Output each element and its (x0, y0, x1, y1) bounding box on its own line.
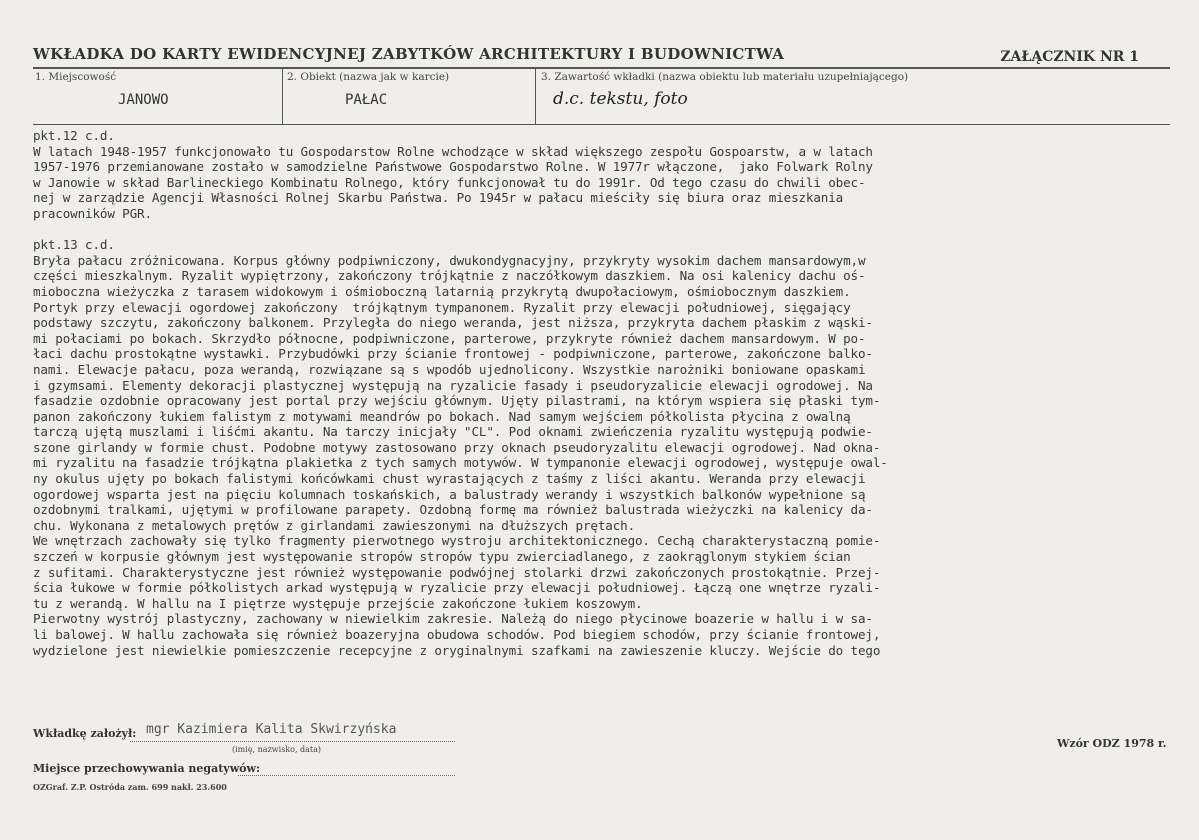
compiled-by-label: Wkładkę założył: (33, 727, 137, 740)
text-line (33, 222, 1193, 238)
text-line: szczeń w korpusie głównym jest występowanie stropów stropów typu zwierciadlanego, z zaokrąglonym stykiem ścian (33, 549, 851, 565)
text-line: We wnętrzach zachowały się tylko fragmenty pierwotnego wystroju architektonicznego. Cechą charakterystaczną pomie- (33, 533, 881, 549)
annex-number: ZAŁĄCZNIK NR 1 (1000, 49, 1139, 65)
text-line: podstawy szczytu, zakończony balkonem. Przyległa do niego weranda, jest niższa, przykryta dachem płaskim z wąski- (33, 315, 873, 331)
form-title: WKŁADKA DO KARTY EWIDENCYJNEJ ZABYTKÓW ARCHITEKTURY I BUDOWNICTWA (33, 45, 785, 63)
text-line: W latach 1948-1957 funkcjonowało tu Gospodarstow Rolne wchodzące w skład większego zespołu Gospoarstw, a w latach (33, 143, 873, 159)
locality-value: JANOWO (118, 92, 169, 108)
text-line: nej w zarządzie Agencji Własności Rolnej Skarbu Państwa. Po 1945r w pałacu mieściły się biura oraz mieszkania (33, 190, 844, 206)
text-line: pracowników PGR. (33, 205, 152, 221)
text-line: pkt.13 c.d. (33, 237, 115, 253)
object-label: 2. Obiekt (nazwa jak w karcie) (287, 71, 450, 83)
description-text (33, 128, 1193, 658)
text-line: i gzymsami. Elementy dekoracji plastycznej występują na ryzalicie fasady i pseudoryzalicie elewacji ogrodowej. Na (33, 377, 873, 393)
printer-imprint: OZGraf. Z.P. Ostróda zam. 699 nakł. 23.600 (33, 782, 227, 792)
text-line: pkt.12 c.d. (33, 128, 115, 143)
text-line: w Janowie w skład Barlineckiego Kombinatu Rolnego, który funkcjonował tu do 1991r. Od tego czasu do chwili obec- (33, 174, 866, 190)
text-line: fasadzie ozdobnie opracowany jest portal przy wejściu głównym. Ujęty pilastrami, na którym wspiera się płaski tym- (33, 393, 881, 409)
text-line: mi ryzalitu na fasadzie trójkątna plakietka z tych samych motywów. W tympanonie elewacji ogrodowej, występuje owal- (33, 455, 888, 471)
compiled-by-line (130, 741, 455, 742)
text-line: mioboczna wieżyczka z tarasem widokowym i ośmioboczną latarnią przykrytą dwupołaciowym, ośmiobocznym daszkiem. (33, 283, 851, 299)
text-line: ozdobnymi tralkami, ujętymi w profilowane parapety. Ozdobną formę ma również balustrada wieżyczki na kalenicy da- (33, 502, 873, 518)
text-line: Pierwotny wystrój plastyczny, zachowany w niewielkim zakresie. Należą do niego płycinowe boazerie w hallu i w sa- (33, 611, 873, 627)
fields-bottom-rule (33, 124, 1170, 125)
text-line: części mieszkalnym. Ryzalit wypiętrzony, zakończony trójkątnie z naczółkowym daszkiem. Na osi kalenicy dachu oś- (33, 268, 866, 284)
text-line: mi połaciami po bokach. Skrzydło północne, podpiwniczone, parterowe, przykryte również dachem mansardowym. W po- (33, 330, 866, 346)
negatives-storage-label: Miejsce przechowywania negatywów: (33, 762, 261, 775)
contents-value-handwritten: d.c. tekstu, foto (553, 89, 688, 109)
field-divider-2 (535, 69, 536, 124)
text-line: z sufitami. Charakterystyczne jest również występowanie podwójnej stolarki drzwi zakończonych prostokątnie. Przej- (33, 564, 881, 580)
negatives-storage-line (238, 775, 455, 776)
text-line: panon zakończony łukiem falistym z motywami meandrów po bokach. Nad samym wejściem półkolista płycina z owalną (33, 408, 851, 424)
header-rule (33, 67, 1170, 69)
locality-label: 1. Miejscowość (35, 71, 117, 83)
text-line: szone girlandy w formie chust. Podobne motywy zastosowano przy oknach pseudoryzalitu elewacji ogrodowej. Nad okna- (33, 439, 881, 455)
text-line: tu z werandą. W hallu na I piętrze występuje przejście zakończone łukiem koszowym. (33, 595, 643, 611)
text-line: Portyk przy elewacji ogordowej zakończony trójkątnym tympanonem. Ryzalit przy elewacji południowej, sięgający (33, 299, 851, 315)
text-line: tarczą ujętą muszlami i liśćmi akantu. Na tarczy inicjały "CL". Pod oknami zwieńczenia ryzalitu występują podwie- (33, 424, 873, 440)
text-line: li balowej. W hallu zachowała się również boazeryjna obudowa schodów. Pod biegiem schodów, przy ścianie frontowej, (33, 627, 881, 642)
text-line: ścia łukowe w formie półkolistych arkad występują w ryzalicie przy elewacji południowej. Łączą one wnętrze ryzali- (33, 580, 881, 596)
field-divider-1 (282, 69, 283, 124)
text-line: nami. Elewacje pałacu, poza werandą, rozwiązane są s wpodób ujednolicony. Wszystkie narożniki boniowane opaskami (33, 361, 866, 377)
text-line: wydzielone jest niewielkie pomieszczenie recepcyjne z oryginalnymi szafkami na zawieszenie kluczy. Wejście do tego (33, 642, 881, 658)
text-line: 1957-1976 przemianowane zostało w samodzielne Państwowe Gospodarstwo Rolne. W 1977r włączone, jako Folwark Rolny (33, 159, 873, 175)
text-line: ny okulus ujęty po bokach falistymi końcówkami chust wyrastających z taśmy z liści akantu. Weranda przy elewacji (33, 471, 866, 487)
compiled-by-value: mgr Kazimiera Kalita Skwirzyńska (146, 722, 397, 737)
compiled-by-caption: (imię, nazwisko, data) (232, 745, 322, 754)
text-line: ogordowej wsparta jest na pięciu kolumnach toskańskich, a balustrady werandy i wszystkich balkonów wypełnione są (33, 486, 866, 502)
object-value: PAŁAC (345, 92, 388, 108)
text-line: Bryła pałacu zróżnicowana. Korpus główny podpiwniczony, dwukondygnacyjny, przykryty wysokim dachem mansardowym,w (33, 252, 866, 268)
text-line: łaci dachu prostokątne wystawki. Przybudówki przy ścianie frontowej - podpiwniczone, parterowe, zakończone balko- (33, 346, 873, 362)
text-line: chu. Wykonana z metalowych prętów z girlandami zawieszonymi na dłuższych prętach. (33, 517, 635, 533)
contents-label: 3. Zawartość wkładki (nazwa obiektu lub materiału uzupełniającego) (541, 71, 909, 83)
form-code: Wzór ODZ 1978 r. (1057, 737, 1167, 750)
